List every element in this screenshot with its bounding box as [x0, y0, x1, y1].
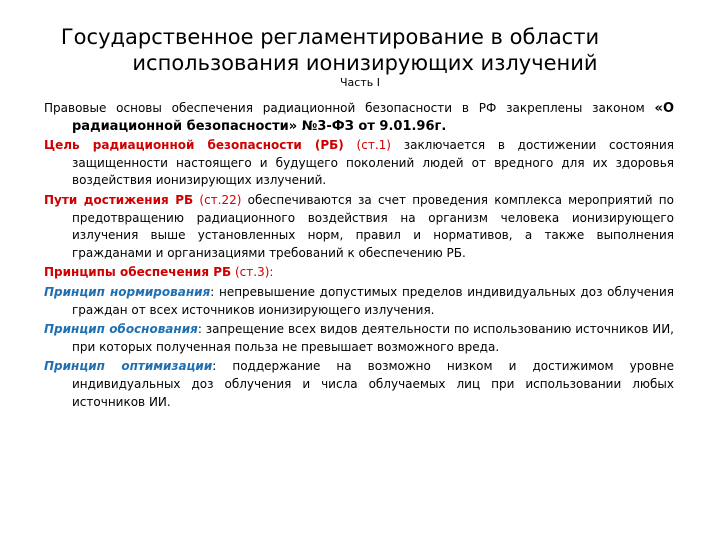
paragraph-ways: [44, 192, 674, 262]
principle-optimization-text: : поддержание на возможно низком и достижимом уровне индивидуальных доз облучения и числа облучаемых лиц при использовании любых источников ИИ.: [72, 359, 674, 409]
goal-article-ref: (ст.1): [356, 138, 391, 153]
slide-body: [44, 100, 674, 413]
ways-article-ref: (ст.22): [199, 192, 242, 207]
paragraph-principles: [44, 264, 674, 282]
principles-label: Принципы обеспечения РБ: [44, 265, 232, 280]
title-line-1: Государственное регламентирование в области: [60, 25, 600, 49]
title-line-2: использования ионизирующих излучений: [132, 51, 598, 75]
goal-text: заключается в достижении состояния защищенности настоящего и будущего поколений людей от вредного для их здоровья воздействия ионизирующих излучений.: [72, 138, 674, 188]
principle-justification-text: : запрещение всех видов деятельности по использованию источников ИИ, при которых полученная польза не превышает возможного вреда.: [72, 322, 674, 354]
principle-normalization-text: : непревышение допустимых пределов индивидуальных доз облучения граждан от всех источников ионизирующего излучения.: [72, 284, 674, 317]
paragraph-goal: [44, 137, 674, 190]
principle-normalization-label: Принцип нормирования: [44, 284, 211, 299]
paragraph-principle-normalization: [44, 284, 674, 319]
legal-basis-text: Правовые основы обеспечения радиационной безопасности в РФ закреплены законом: [44, 101, 655, 115]
ways-label: Пути достижения РБ: [44, 192, 194, 207]
paragraph-legal-basis: [44, 100, 674, 135]
slide-subtitle: Часть I: [340, 76, 380, 89]
principle-justification-label: Принцип обоснования: [44, 322, 198, 337]
law-reference: «О радиационной безопасности» №3-ФЗ от 9.01.96г.: [72, 101, 674, 134]
ways-text: обеспечиваются за счет проведения комплекса мероприятий по предотвращению радиационного воздействия на организм человека ионизирующего излучения выше установленных норм, правил и нормативов, а также выполнения гражданами и организациями требований к обеспечению РБ.: [72, 192, 674, 260]
principles-article-ref: (ст.3):: [235, 265, 274, 280]
goal-label: Цель радиационной безопасности (РБ): [44, 138, 344, 153]
paragraph-principle-optimization: [44, 358, 674, 411]
paragraph-principle-justification: [44, 321, 674, 356]
slide-title: [40, 24, 680, 76]
principle-optimization-label: Принцип оптимизации: [44, 359, 213, 374]
